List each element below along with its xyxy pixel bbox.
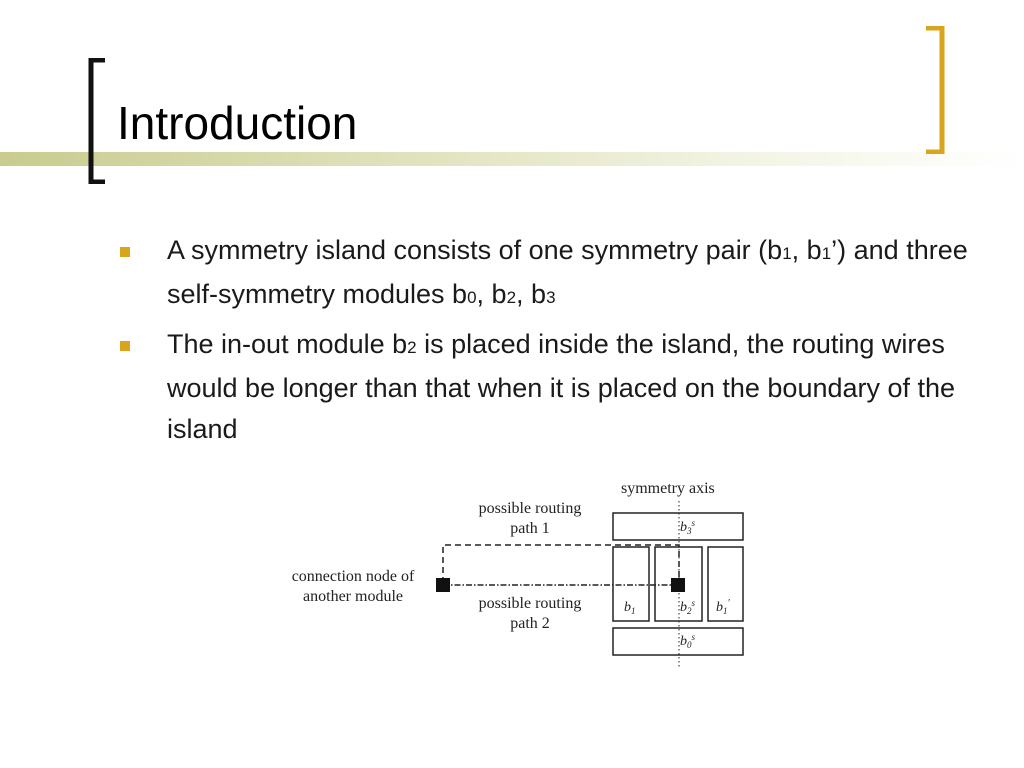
node-label-line2: another module [303, 588, 403, 605]
bullet-1-text: , b [476, 279, 507, 309]
symmetry-island-diagram [275, 473, 755, 673]
bullet-list [117, 230, 977, 456]
module-b1-prime-label: $b_1'$ [716, 598, 730, 616]
bullet-1-text: , b [516, 279, 547, 309]
module-b3-label: $b_3^s$ [680, 518, 696, 536]
path1-label-line2: path 1 [510, 520, 550, 537]
bullet-1-sub: 1 [782, 244, 792, 263]
bullet-1-text: , b [791, 235, 822, 265]
module-b1-label: $b_1$ [624, 600, 636, 616]
module-b3 [613, 513, 743, 540]
bullet-item-2 [117, 324, 977, 450]
bullet-1-text: ’) and three self-symmetry modules b [167, 235, 968, 309]
bullet-item-1 [117, 230, 977, 318]
bullet-1-sub: 1 [821, 244, 832, 263]
bullet-2-text: The in-out module b [167, 329, 408, 359]
bullet-2-text: is placed inside the island, the routing wires would be longer than that when it is placed on the boundary of the island [167, 329, 956, 444]
right-bracket-icon [924, 26, 946, 154]
bullet-2-sub: 2 [407, 338, 417, 357]
symmetry-axis-label: symmetry axis [621, 480, 715, 497]
bullet-1-text: A symmetry island consists of one symmetry pair (b [167, 235, 783, 265]
slide-title: Introduction [117, 97, 358, 149]
bullet-square-icon [120, 247, 130, 257]
bullet-square-icon [120, 341, 130, 351]
title-band [0, 152, 1024, 166]
module-b0 [613, 628, 743, 655]
bullet-1-sub: 0 [467, 288, 477, 307]
left-bracket-icon [87, 58, 107, 184]
path2-label-line2: path 2 [510, 615, 550, 632]
module-b0-label: $b_0^s$ [680, 632, 696, 650]
bullet-1-sub: 3 [546, 288, 556, 307]
routing-path-1 [443, 545, 679, 583]
node-label-line1: connection node of [291, 568, 415, 585]
module-b2-label: $b_2^s$ [680, 598, 696, 616]
bullet-1-sub: 2 [506, 288, 517, 307]
path1-label-line1: possible routing [478, 500, 582, 517]
path2-label-line1: possible routing [478, 595, 582, 612]
connection-node-b2 [671, 578, 685, 592]
connection-node-external [436, 578, 450, 592]
